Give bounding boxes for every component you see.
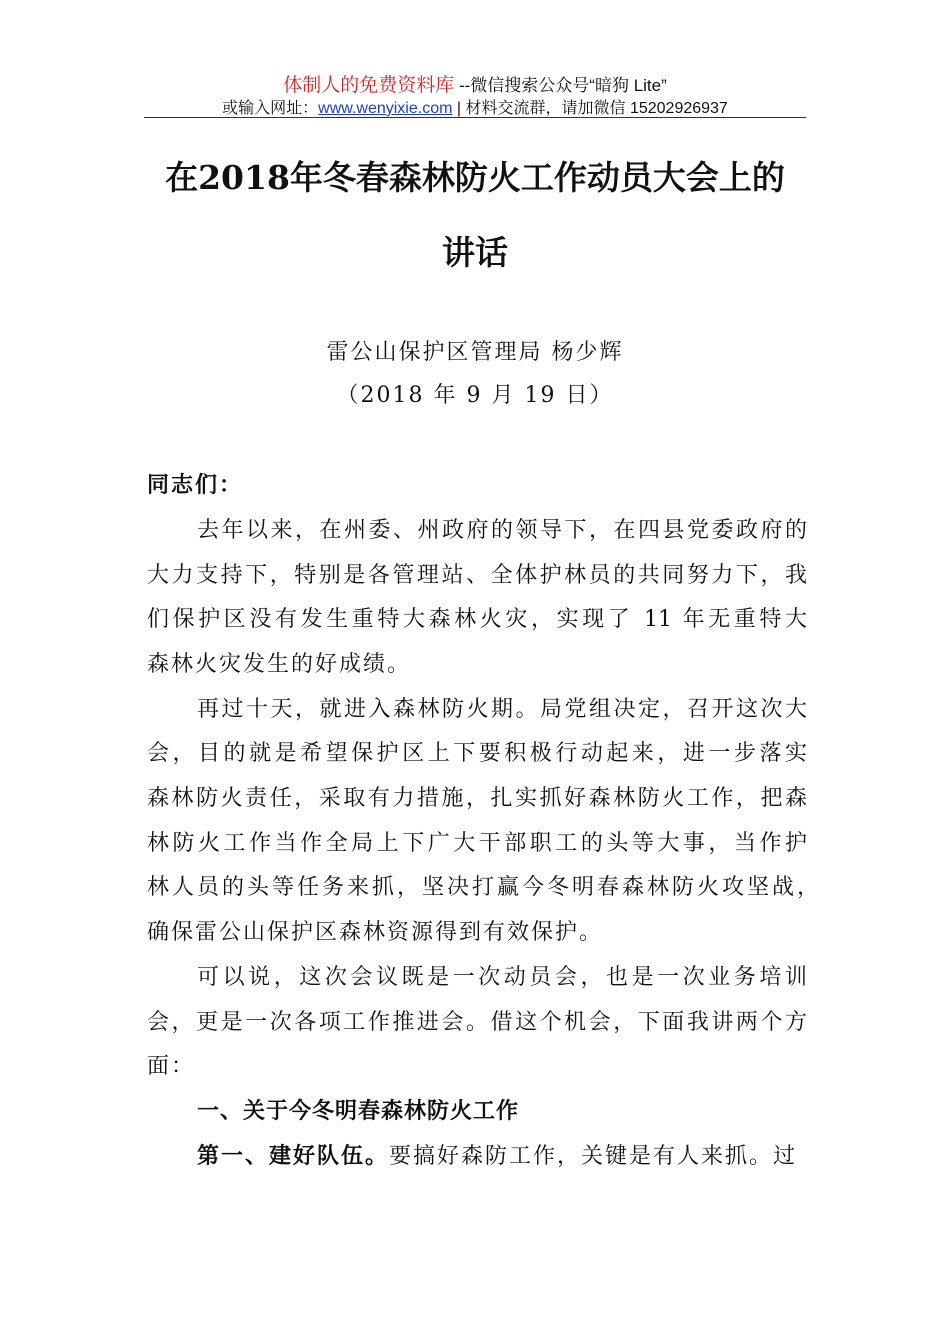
body-line: 森林火灾发生的好成绩。 [147,652,412,677]
date: （2018 年 9 月 19 日） [336,383,614,408]
author: 雷公山保护区管理局 杨少辉 [326,340,624,365]
header-rule [144,117,806,118]
url-label: 或输入网址： [222,100,319,117]
body-line: 面： [147,1054,196,1079]
body-line: 去年以来，在州委、州政府的领导下，在四县党委政府的 [197,518,807,543]
section-heading: 一、关于今冬明春森林防火工作 [197,1098,520,1124]
body-line: 可以说，这次会议既是一次动员会，也是一次业务培训 [197,965,807,990]
title-line-2: 讲话 [442,233,508,272]
website-link[interactable]: www.wenyixie.com [318,100,453,117]
header-promo [0,70,950,97]
body-line: 们保护区没有发生重特大森林火灾，实现了 11 年无重特大 [147,607,807,632]
separator: | [456,100,462,117]
body-line: 会，目的就是希望保护区上下要积极行动起来，进一步落实 [147,741,807,766]
brand-text: 体制人的免费资料库 [283,75,455,96]
body-line: 确保雷公山保护区森林资源得到有效保护。 [147,920,604,945]
point-1 [197,1139,807,1170]
point-1-text: 要搞好森防工作，关键是有人来抓。过 [389,1144,798,1169]
body-line: 森林防火责任，采取有力措施，扎实抓好森林防火工作，把森 [147,786,807,811]
body-line: 大力支持下，特别是各管理站、全体护林员的共同努力下，我 [147,563,807,588]
header-contact [0,95,950,118]
body-line: 林防火工作当作全局上下广大干部职工的头等大事，当作护 [147,831,807,856]
point-1-heading: 第一、建好队伍。 [197,1143,390,1169]
body-line: 会，更是一次各项工作推进会。借这个机会，下面我讲两个方 [147,1010,807,1035]
salutation: 同志们： [147,472,244,498]
search-hint: --微信搜索公众号“暗狗 Lite” [458,76,667,95]
contact-text: 材料交流群，请加微信 15202926937 [465,100,728,117]
body-line: 林人员的头等任务来抓，坚决打赢今冬明春森林防火攻坚战， [147,875,819,900]
title-line-1: 在2018年冬春森林防火工作动员大会上的 [165,158,785,197]
body-line: 再过十天，就进入森林防火期。局党组决定，召开这次大 [197,697,807,722]
